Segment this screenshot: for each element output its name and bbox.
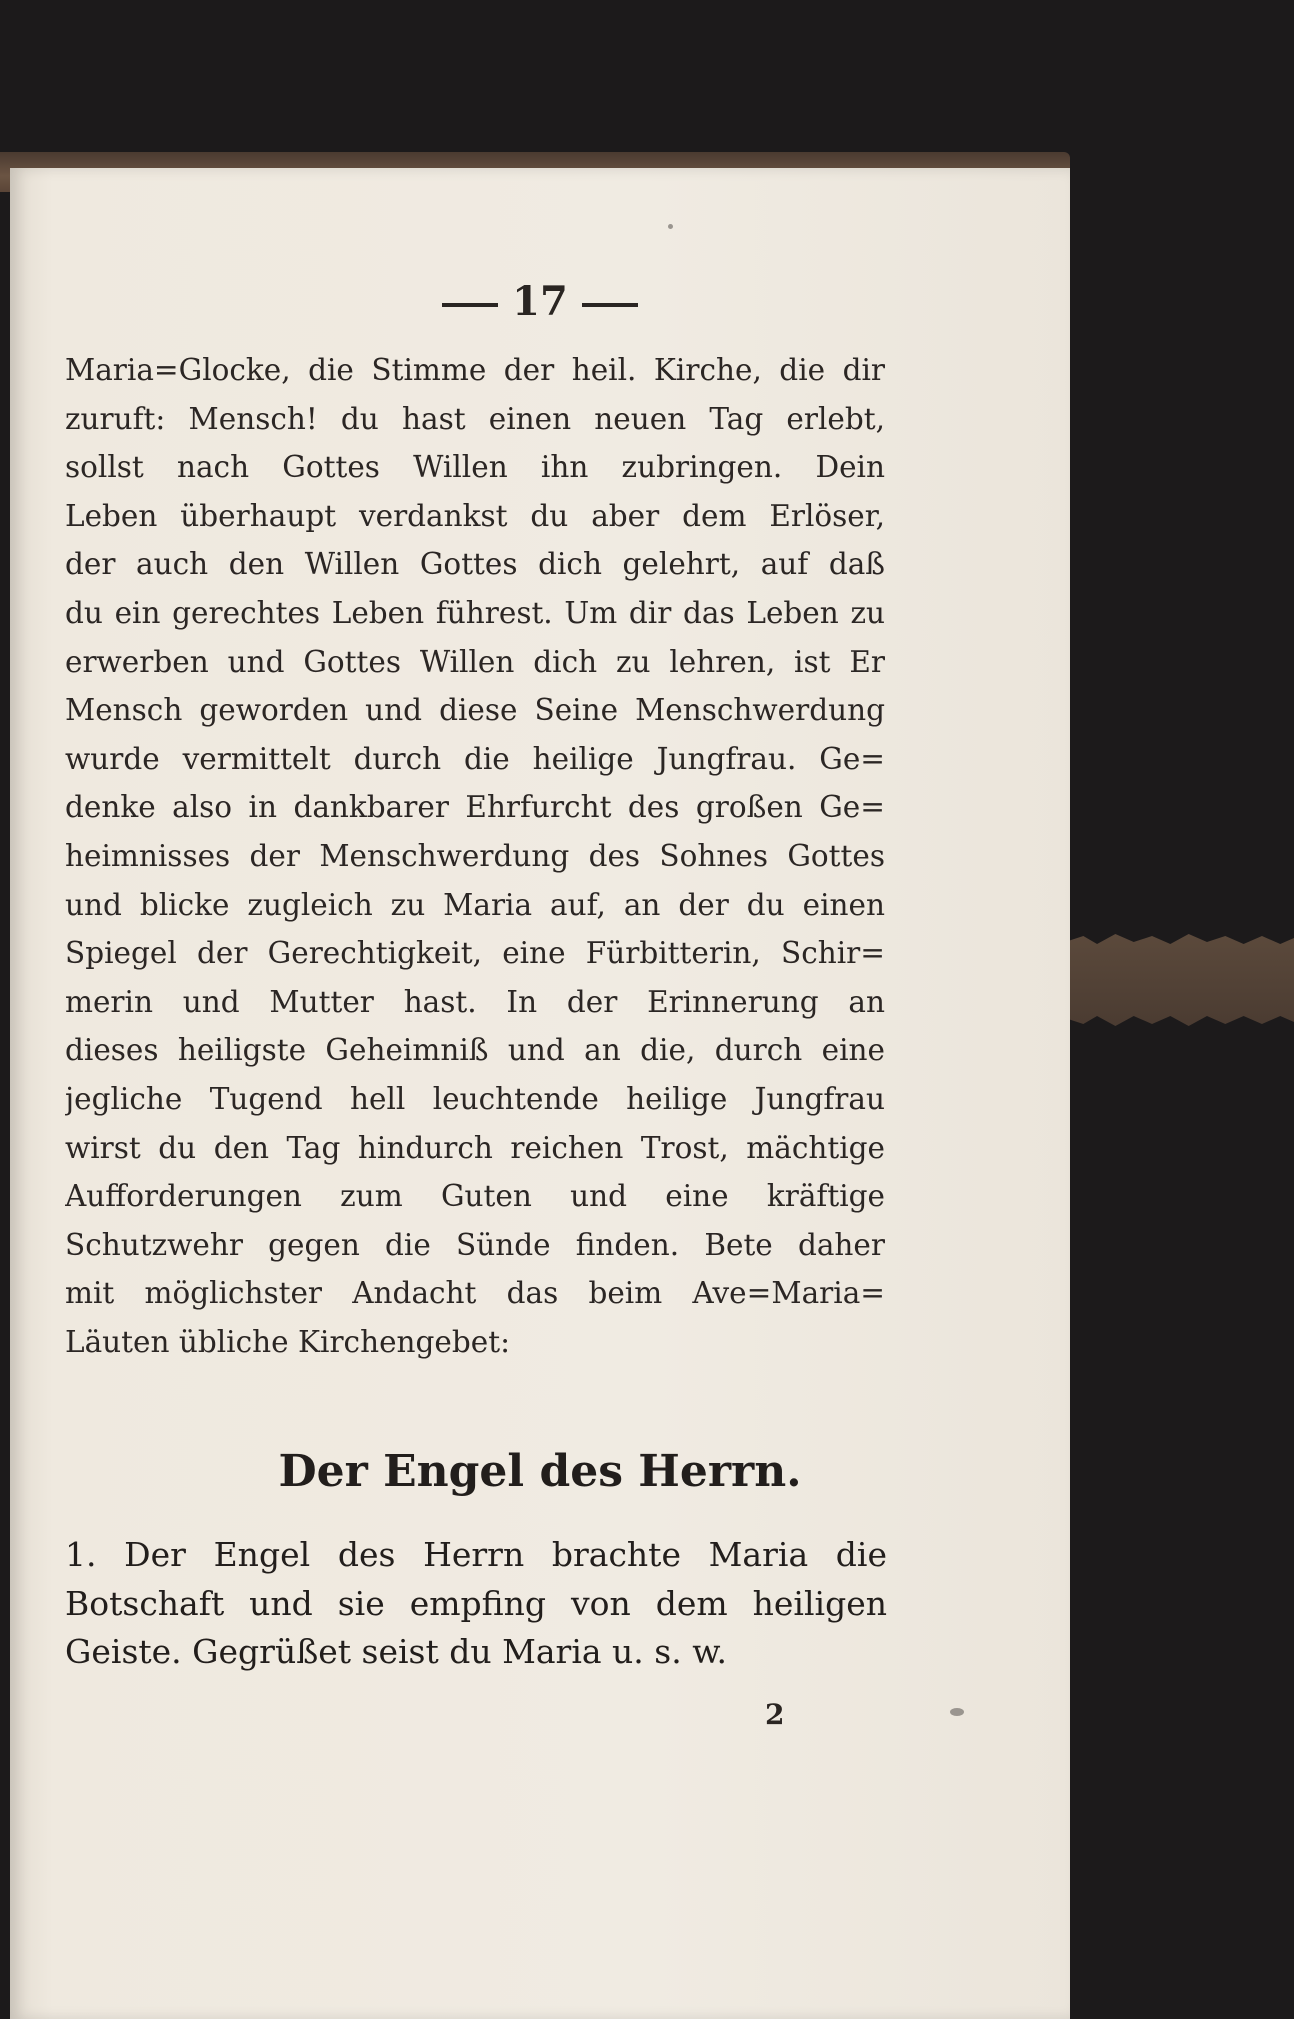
verse-line: Geiste. Gegrüßet seist du Maria u. s. w. xyxy=(65,1632,728,1672)
body-line: jegliche Tugend hell leuchtende heilige Jungfrau xyxy=(65,1081,885,1116)
body-line: denke also in dankbarer Ehrfurcht des großen Ge= xyxy=(65,790,885,825)
body-line: Leben überhaupt verdankst du aber dem Erlöser, xyxy=(65,498,885,533)
body-line: der auch den Willen Gottes dich gelehrt, auf daß xyxy=(65,547,885,582)
page-number: 17 xyxy=(512,278,568,325)
body-line: Aufforderungen zum Guten und eine kräftige xyxy=(65,1179,885,1214)
body-line: dieses heiligste Geheimniß und an die, durch eine xyxy=(65,1033,885,1068)
body-line: Schutzwehr gegen die Sünde finden. Bete daher xyxy=(65,1227,885,1262)
body-line: Maria=Glocke, die Stimme der heil. Kirche, die dir xyxy=(65,353,885,387)
body-paragraph xyxy=(65,346,885,1366)
paper-speck xyxy=(950,1708,964,1716)
body-line: wurde vermittelt durch die heilige Jungfrau. Ge= xyxy=(65,741,885,776)
body-line: zuruft: Mensch! du hast einen neuen Tag erlebt, xyxy=(65,401,885,436)
paper-speck xyxy=(668,224,673,229)
body-line: Spiegel der Gerechtigkeit, eine Fürbitterin, Schir= xyxy=(65,936,885,971)
body-line: mit möglichster Andacht das beim Ave=Maria= xyxy=(65,1276,885,1311)
section-heading: Der Engel des Herrn. xyxy=(278,1446,802,1497)
header-dash-left xyxy=(442,303,498,307)
body-line: heimnisses der Menschwerdung des Sohnes Gottes xyxy=(65,838,885,873)
verse-line: 1. Der Engel des Herrn brachte Maria die xyxy=(65,1535,887,1574)
body-line: Mensch geworden und diese Seine Menschwerdung xyxy=(65,693,885,728)
body-line: wirst du den Tag hindurch reichen Trost, mächtige xyxy=(65,1130,885,1165)
page-header xyxy=(10,278,1070,325)
body-line: sollst nach Gottes Willen ihn zubringen. Dein xyxy=(65,450,885,485)
signature-mark: 2 xyxy=(765,1698,785,1731)
body-line: du ein gerechtes Leben führest. Um dir das Leben zu xyxy=(65,595,885,630)
body-line: und blicke zugleich zu Maria auf, an der du einen xyxy=(65,887,885,922)
verse-line: Botschaft und sie empfing von dem heiligen xyxy=(65,1583,887,1623)
header-dash-right xyxy=(582,303,638,307)
bookmark-ribbon xyxy=(1065,930,1294,1030)
book-page xyxy=(10,168,1070,2019)
body-line: merin und Mutter hast. In der Erinnerung an xyxy=(65,984,885,1019)
body-line: erwerben und Gottes Willen dich zu lehren, ist Er xyxy=(65,644,885,679)
verse-paragraph xyxy=(65,1528,887,1674)
body-line: Läuten übliche Kirchengebet: xyxy=(65,1324,511,1359)
